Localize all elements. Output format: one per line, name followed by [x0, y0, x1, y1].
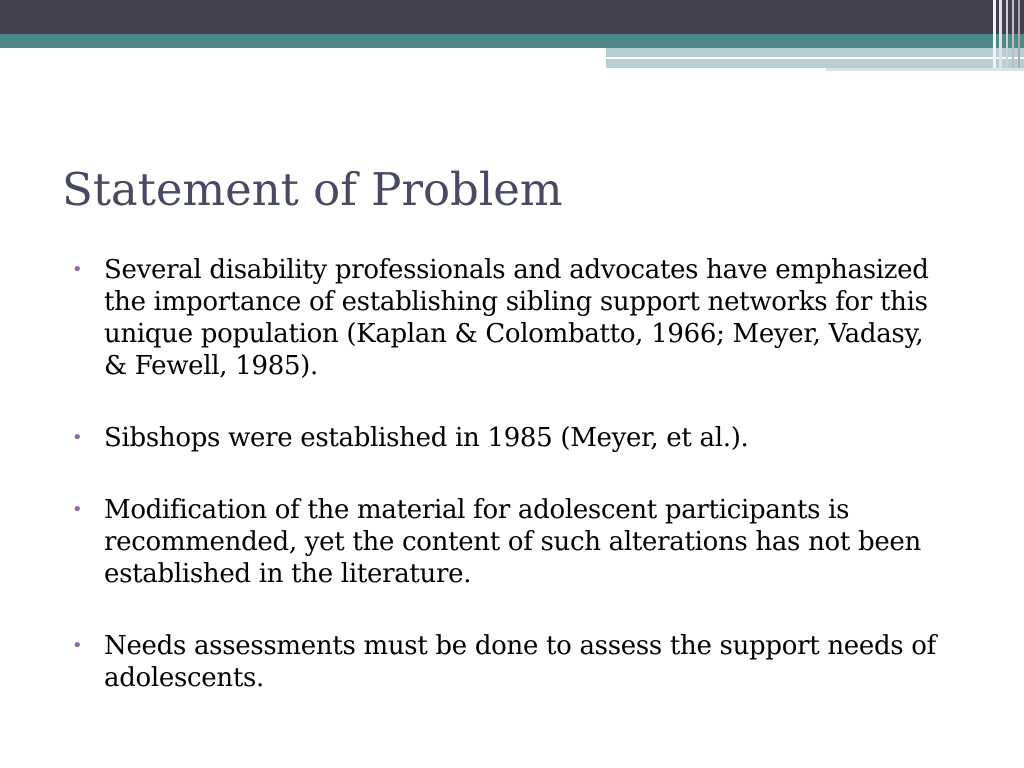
header-bar [0, 0, 1024, 34]
slide-title: Statement of Problem [62, 163, 563, 216]
header-vertical-line [1012, 0, 1014, 68]
bullet-text: Modification of the material for adolescent participants is recommended, yet the content of such alterations has not been established in the literature. [104, 495, 921, 589]
bullet-item [70, 494, 950, 590]
bullet-icon: • [72, 635, 83, 656]
bullet-icon: • [72, 259, 83, 280]
header-accent-band [0, 34, 1024, 48]
bullet-text: Sibshops were established in 1985 (Meyer, et al.). [104, 423, 749, 453]
bullet-item [70, 254, 950, 382]
header-vertical-line [993, 0, 996, 68]
header-light-strip [606, 59, 1024, 68]
header-light-strip [606, 48, 1024, 57]
header-light-strip [826, 68, 1024, 71]
bullet-text: Several disability professionals and advocates have emphasized the importance of establishing sibling support networks for this unique population (Kaplan & Colombatto, 1966; Meyer, Vadasy, & Fewell, 1985). [104, 255, 929, 381]
bullet-item [70, 422, 950, 454]
bullet-text: Needs assessments must be done to assess the support needs of adolescents. [104, 631, 936, 693]
bullet-icon: • [72, 499, 83, 520]
bullet-list [70, 254, 950, 694]
bullet-icon: • [72, 427, 83, 448]
header-vertical-line [1006, 0, 1008, 68]
bullet-item [70, 630, 950, 694]
header-vertical-line [1018, 0, 1020, 68]
header-vertical-line [999, 0, 1002, 68]
